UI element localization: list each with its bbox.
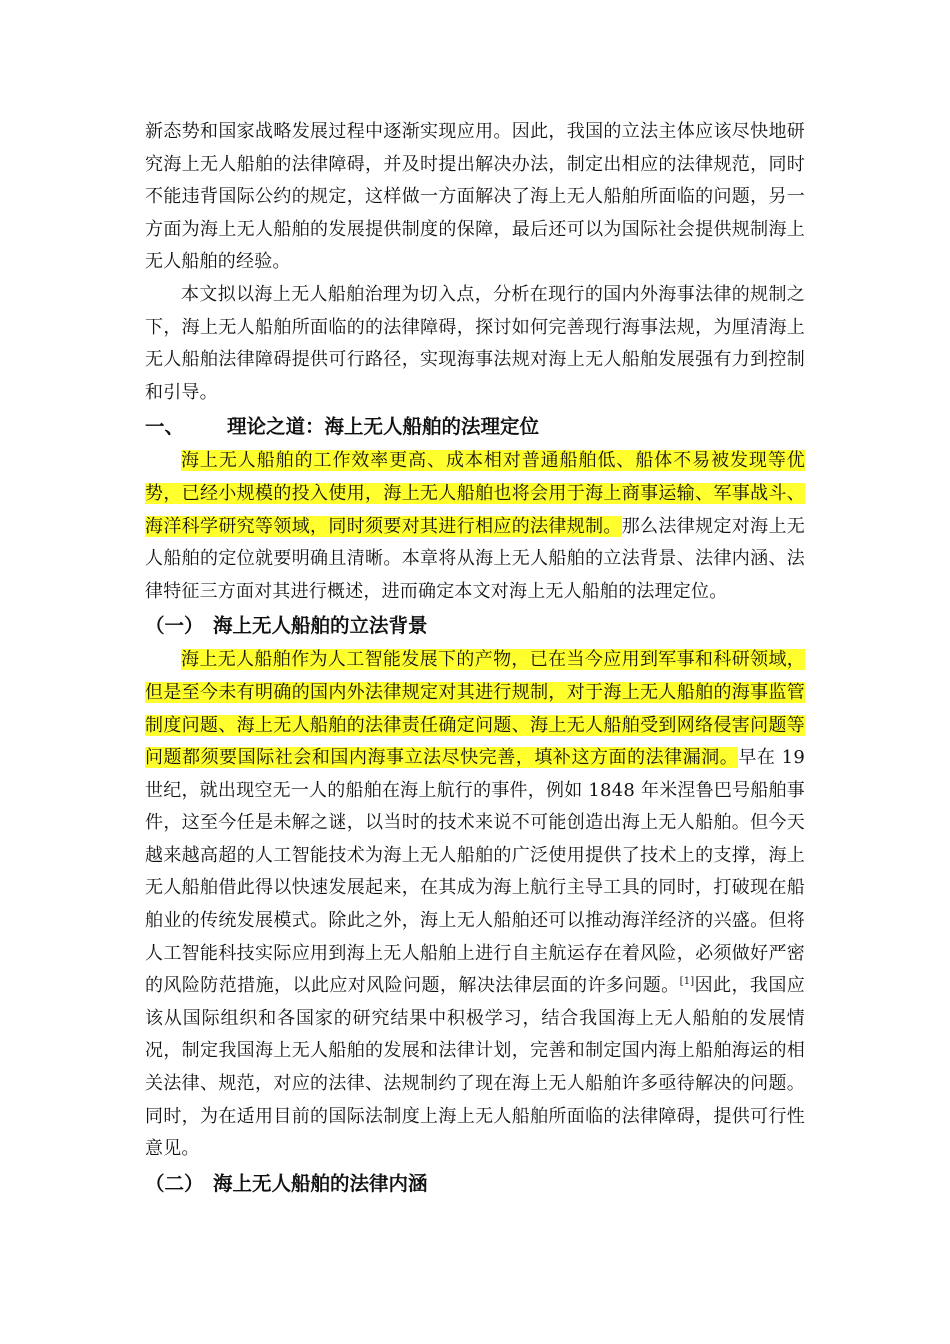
paragraph-text: 因此，我国应该从国际组织和各国家的研究结果中积极学习，结合我国海上无人船舶的发展情况，制定我国海上无人船舶的发展和法律计划，完善和制定国内海上船舶海运的相关法律、规范，对应的法律、法规制约了现在海上无人船舶许多亟待解决的问题。同时，为在适用目前的国际法制度上海上无人船舶所面临的法律障碍，提供可行性意见。 <box>145 975 806 1160</box>
paragraph-legislative-background <box>145 644 805 1166</box>
paragraph-text: 本文拟以海上无人船舶治理为切入点，分析在现行的国内外海事法律的规制之下，海上无人船舶所面临的的法律障碍，探讨如何完善现行海事法规，为厘清海上无人船舶法律障碍提供可行路径，实现海事法规对海上无人船舶发展强有力到控制和引导。 <box>145 283 805 403</box>
highlighted-text: 海上无人船舶作为人工智能发展下的产物，已在当今应用到军事和科研领域，但是至今未有明确的国内外法律规定对其进行规制，对于海上无人船舶的海事监管制度问题、海上无人船舶的法律责任确定问题、海上无人船舶受到网络侵害问题等问题都须要国际社会和国内海事立法尽快完善，填补这方面的法律漏洞。 <box>145 649 805 769</box>
subsection-title: 海上无人船舶的立法背景 <box>213 614 428 638</box>
subsection-heading-legislative-background <box>145 608 805 644</box>
footnote-reference[interactable]: [1] <box>679 976 695 988</box>
document-page <box>145 116 805 1202</box>
highlighted-text: 海上无人船舶的工作效率更高、成本相对普通船舶低、船体不易被发现等优势，已经小规模的投入使用，海上无人船舶也将会用于海上商事运输、军事战斗、海洋科学研究等领域，同时须要对其进行相应的法律规制。 <box>145 450 805 537</box>
subsection-title: 海上无人船舶的法律内涵 <box>213 1171 428 1195</box>
paragraph-text: 早在 19 世纪，就出现空无一人的船舶在海上航行的事件，例如 1848 年米涅鲁巴号船舶事件，这至今任是未解之谜，以当时的技术来说不可能创造出海上无人船舶。但今天越来越高超的人工智能技术为海上无人船舶的广泛使用提供了技术上的支撑，海上无人船舶借此得以快速发展起来，在其成为海上航行主导工具的同时，打破现在船舶业的传统发展模式。除此之外，海上无人船舶还可以推动海洋经济的兴盛。但将人工智能科技实际应用到海上无人船舶上进行自主航运存在着风险，必须做好严密的风险防范措施，以此应对风险问题，解决法律层面的许多问题。 <box>145 747 805 997</box>
paragraph-research-scope <box>145 279 805 409</box>
subsection-number: （二） <box>145 1171 204 1195</box>
paragraph-section-overview <box>145 445 805 608</box>
section-title: 理论之道：海上无人船舶的法理定位 <box>227 415 540 439</box>
paragraph-text: 那么法律规定对海上无人船舶的定位就要明确且清晰。本章将从海上无人船舶的立法背景、法律内涵、法律特征三方面对其进行概述，进而确定本文对海上无人船舶的法理定位。 <box>145 515 805 602</box>
section-number: 一、 <box>145 415 185 439</box>
paragraph-text: 新态势和国家战略发展过程中逐渐实现应用。因此，我国的立法主体应该尽快地研究海上无人船舶的法律障碍，并及时提出解决办法，制定出相应的法律规范，同时不能违背国际公约的规定，这样做一方面解决了海上无人船舶所面临的问题，另一方面为海上无人船舶的发展提供制度的保障，最后还可以为国际社会提供规制海上无人船舶的经验。 <box>145 121 805 273</box>
subsection-number: （一） <box>145 614 204 638</box>
paragraph-intro-continued <box>145 116 805 279</box>
section-heading-1 <box>145 409 805 445</box>
subsection-heading-legal-connotation <box>145 1166 805 1202</box>
